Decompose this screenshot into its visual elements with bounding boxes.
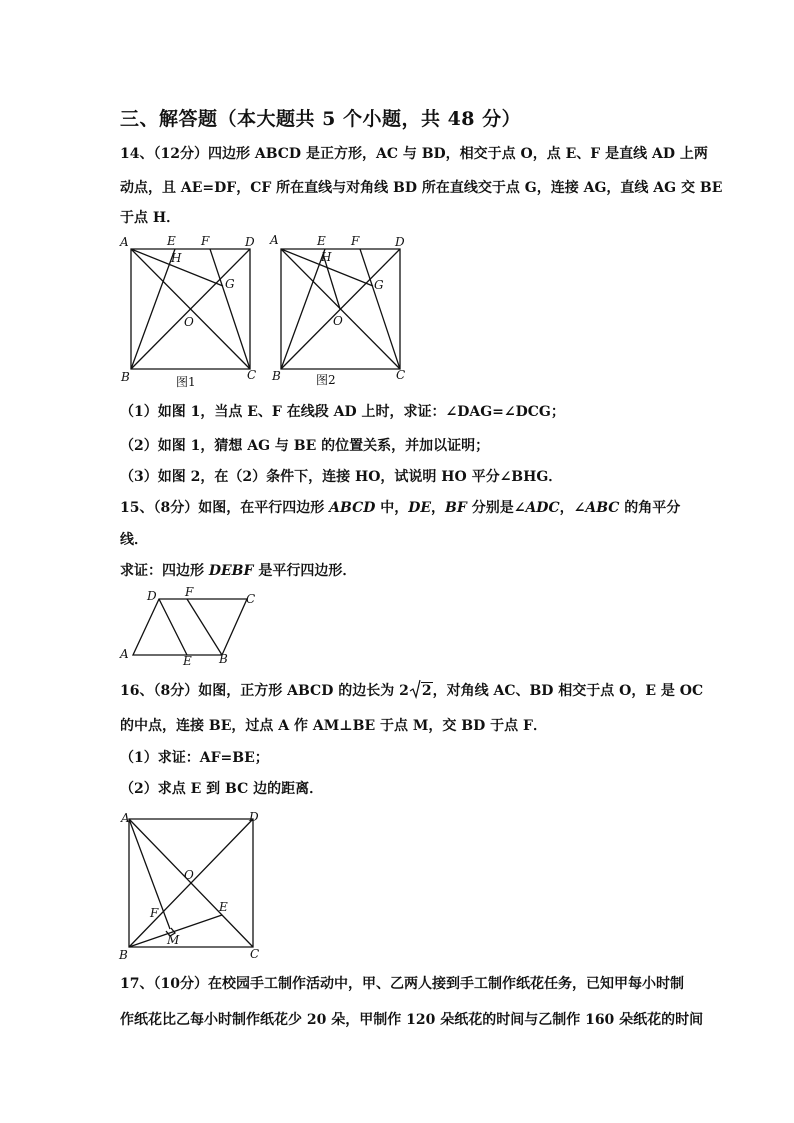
fig1-label-g: G bbox=[225, 277, 235, 291]
q15-label-a: A bbox=[120, 647, 129, 661]
q16-label-e: E bbox=[219, 900, 228, 914]
q16-line1 bbox=[120, 679, 703, 701]
q16-label-c: C bbox=[250, 947, 260, 961]
q16-text: ，对角线 AC、BD 相交于点 O，E 是 OC bbox=[432, 683, 704, 699]
q15-label-c: C bbox=[246, 592, 256, 606]
fig1-label-f: F bbox=[201, 234, 210, 248]
fig2-label-f: F bbox=[351, 234, 360, 248]
q14-sub3: （3）如图 2，在（2）条件下，连接 HO，试说明 HO 平分∠BHG． bbox=[120, 469, 563, 485]
q17-line2: 作纸花比乙每小时制作纸花少 20 朵，甲制作 120 朵纸花的时间与乙制作 160 朵纸花的时间 bbox=[120, 1012, 704, 1028]
q14-line3: 于点 H． bbox=[120, 210, 181, 226]
q15-text: 中， bbox=[375, 500, 409, 516]
fig1-label-d: D bbox=[245, 235, 255, 249]
q15-bf: BF bbox=[445, 500, 467, 516]
q14-figure-2 bbox=[265, 232, 415, 392]
fig2-label-h: H bbox=[321, 250, 332, 264]
q15-abc: ABC bbox=[585, 500, 620, 516]
fig2-label-c: C bbox=[396, 368, 406, 382]
q15-label-f: F bbox=[185, 586, 194, 599]
q16-label-m: M bbox=[167, 933, 180, 947]
q16-sub1: （1）求证：AF=BE； bbox=[120, 750, 269, 766]
q16-label-a: A bbox=[121, 811, 130, 825]
q15-line3 bbox=[120, 561, 356, 581]
q14-sub1: （1）如图 1，当点 E、F 在线段 AD 上时，求证：∠DAG=∠DCG； bbox=[120, 404, 565, 420]
sqrt-radicand: 2 bbox=[421, 683, 432, 699]
fig2-caption: 图2 bbox=[316, 373, 336, 387]
q15-label-b: B bbox=[219, 652, 228, 666]
fig2-label-g: G bbox=[374, 278, 384, 292]
q15-text: 求证：四边形 bbox=[120, 563, 209, 579]
q15-label-d: D bbox=[147, 589, 157, 603]
fig1-label-a: A bbox=[120, 235, 129, 249]
q15-line1 bbox=[120, 498, 680, 518]
fig1-label-h: H bbox=[171, 251, 182, 265]
fig2-label-b: B bbox=[272, 369, 281, 383]
q15-de: DE bbox=[408, 500, 432, 516]
fig2-label-o: O bbox=[333, 314, 343, 328]
q15-text: 的角平分 bbox=[619, 500, 681, 516]
q15-figure bbox=[115, 586, 265, 668]
q16-line2: 的中点，连接 BE，过点 A 作 AM⊥BE 于点 M，交 BD 于点 F． bbox=[120, 718, 547, 734]
q14-sub2: （2）如图 1，猜想 AG 与 BE 的位置关系，并加以证明； bbox=[120, 438, 490, 454]
fig2-label-a: A bbox=[270, 233, 279, 247]
q16-sub2: （2）求点 E 到 BC 边的距离． bbox=[120, 781, 324, 797]
q17-line1: 17、（10分）在校园手工制作活动中，甲、乙两人接到手工制作纸花任务，已知甲每小时制 bbox=[120, 976, 684, 992]
q15-debf: DEBF bbox=[208, 563, 254, 579]
q16-label-f: F bbox=[150, 906, 159, 920]
q15-label-e: E bbox=[183, 654, 192, 668]
fig1-label-b: B bbox=[121, 370, 130, 384]
fig2-label-d: D bbox=[395, 235, 405, 249]
fig1-label-c: C bbox=[247, 368, 257, 382]
q15-text: 分别是∠ bbox=[466, 500, 526, 516]
q16-label-o: O bbox=[184, 868, 194, 882]
q15-text: ，∠ bbox=[559, 500, 586, 516]
q16-label-d: D bbox=[249, 810, 259, 824]
q16-label-b: B bbox=[119, 948, 128, 962]
q14-line1: 14、（12分）四边形 ABCD 是正方形，AC 与 BD，相交于点 O，点 E、F 是直线 AD 上两 bbox=[120, 146, 708, 162]
q14-figure-1 bbox=[115, 232, 265, 392]
section-heading: 三、解答题（本大题共 5 个小题，共 48 分） bbox=[120, 108, 522, 130]
sqrt-symbol bbox=[409, 679, 433, 701]
fig1-label-e: E bbox=[167, 234, 176, 248]
q15-text: 是平行四边形． bbox=[253, 563, 357, 579]
fig2-label-e: E bbox=[317, 234, 326, 248]
q15-text: ， bbox=[431, 500, 446, 516]
q15-adc: ADC bbox=[525, 500, 560, 516]
fig1-caption: 图1 bbox=[176, 375, 196, 389]
fig1-label-o: O bbox=[184, 315, 194, 329]
q16-text: 16、（8分）如图，正方形 ABCD 的边长为 2 bbox=[120, 683, 409, 699]
q16-figure bbox=[115, 805, 270, 967]
q14-line2: 动点，且 AE=DF，CF 所在直线与对角线 BD 所在直线交于点 G，连接 AG，直线 AG 交 BE bbox=[120, 180, 723, 196]
q15-line2: 线． bbox=[120, 532, 148, 548]
q15-abcd: ABCD bbox=[329, 500, 376, 516]
q15-text: 15、（8分）如图，在平行四边形 bbox=[120, 500, 330, 516]
